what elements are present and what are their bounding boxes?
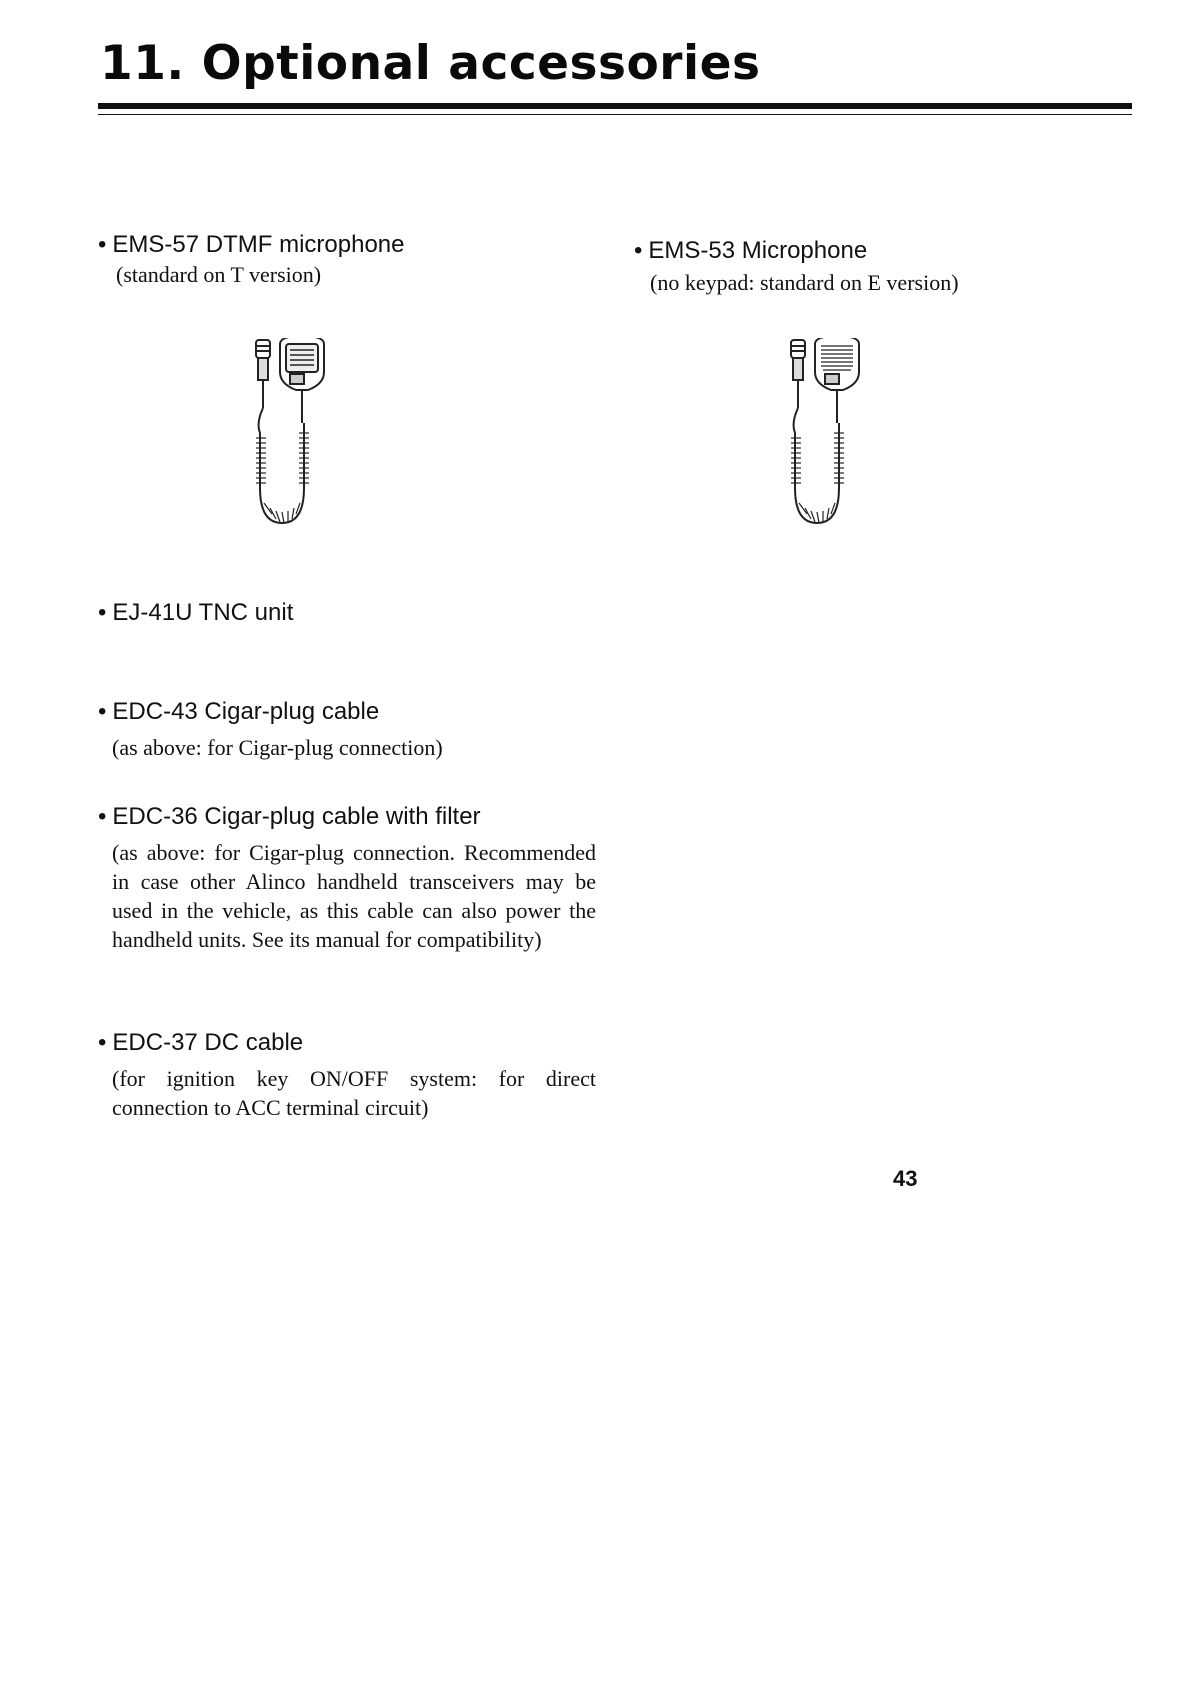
page-title: 11. Optional accessories [100,36,761,91]
accessory-heading [98,230,578,260]
accessory-name: EDC-43 Cigar-plug cable [112,698,380,725]
accessory-heading [98,1028,608,1058]
bullet: • [98,231,107,258]
bullet: • [98,599,107,626]
accessory-description: (for ignition key ON/OFF system: for direct connection to ACC terminal circuit) [112,1066,596,1120]
accessory-description: (as above: for Cigar-plug connection. Recommended in case other Alinco handheld transceivers may be used in the vehicle, as this cable can also power the handheld units. See its manual for compatibility) [112,840,596,952]
title-rule-thick [98,103,1132,109]
accessory-edc43 [98,697,618,762]
bullet: • [98,698,107,725]
bullet: • [634,237,643,264]
accessory-description: (as above: for Cigar-plug connection) [112,735,443,760]
accessory-name: EMS-53 Microphone [648,237,868,264]
accessory-name: EJ-41U TNC unit [112,599,294,626]
page-number: 43 [893,1166,918,1191]
title-rule-thin [98,114,1132,115]
bullet: • [98,803,107,830]
accessory-name: EMS-57 DTMF microphone [112,231,405,258]
accessory-heading [634,236,1114,266]
accessory-ej41u [98,598,578,628]
dtmf-microphone-illustration [250,338,360,538]
accessory-description: (standard on T version) [116,262,322,287]
accessory-edc36 [98,802,608,954]
accessory-name: EDC-37 DC cable [112,1029,304,1056]
accessory-edc37 [98,1028,608,1122]
microphone-illustration [785,338,895,538]
accessory-heading [98,802,608,832]
bullet: • [98,1029,107,1056]
accessory-heading [98,697,618,727]
accessory-description: (no keypad: standard on E version) [650,270,959,295]
accessory-ems57 [98,230,578,289]
accessory-name: EDC-36 Cigar-plug cable with filter [112,803,481,830]
accessory-ems53 [634,236,1114,297]
accessory-heading [98,598,578,628]
